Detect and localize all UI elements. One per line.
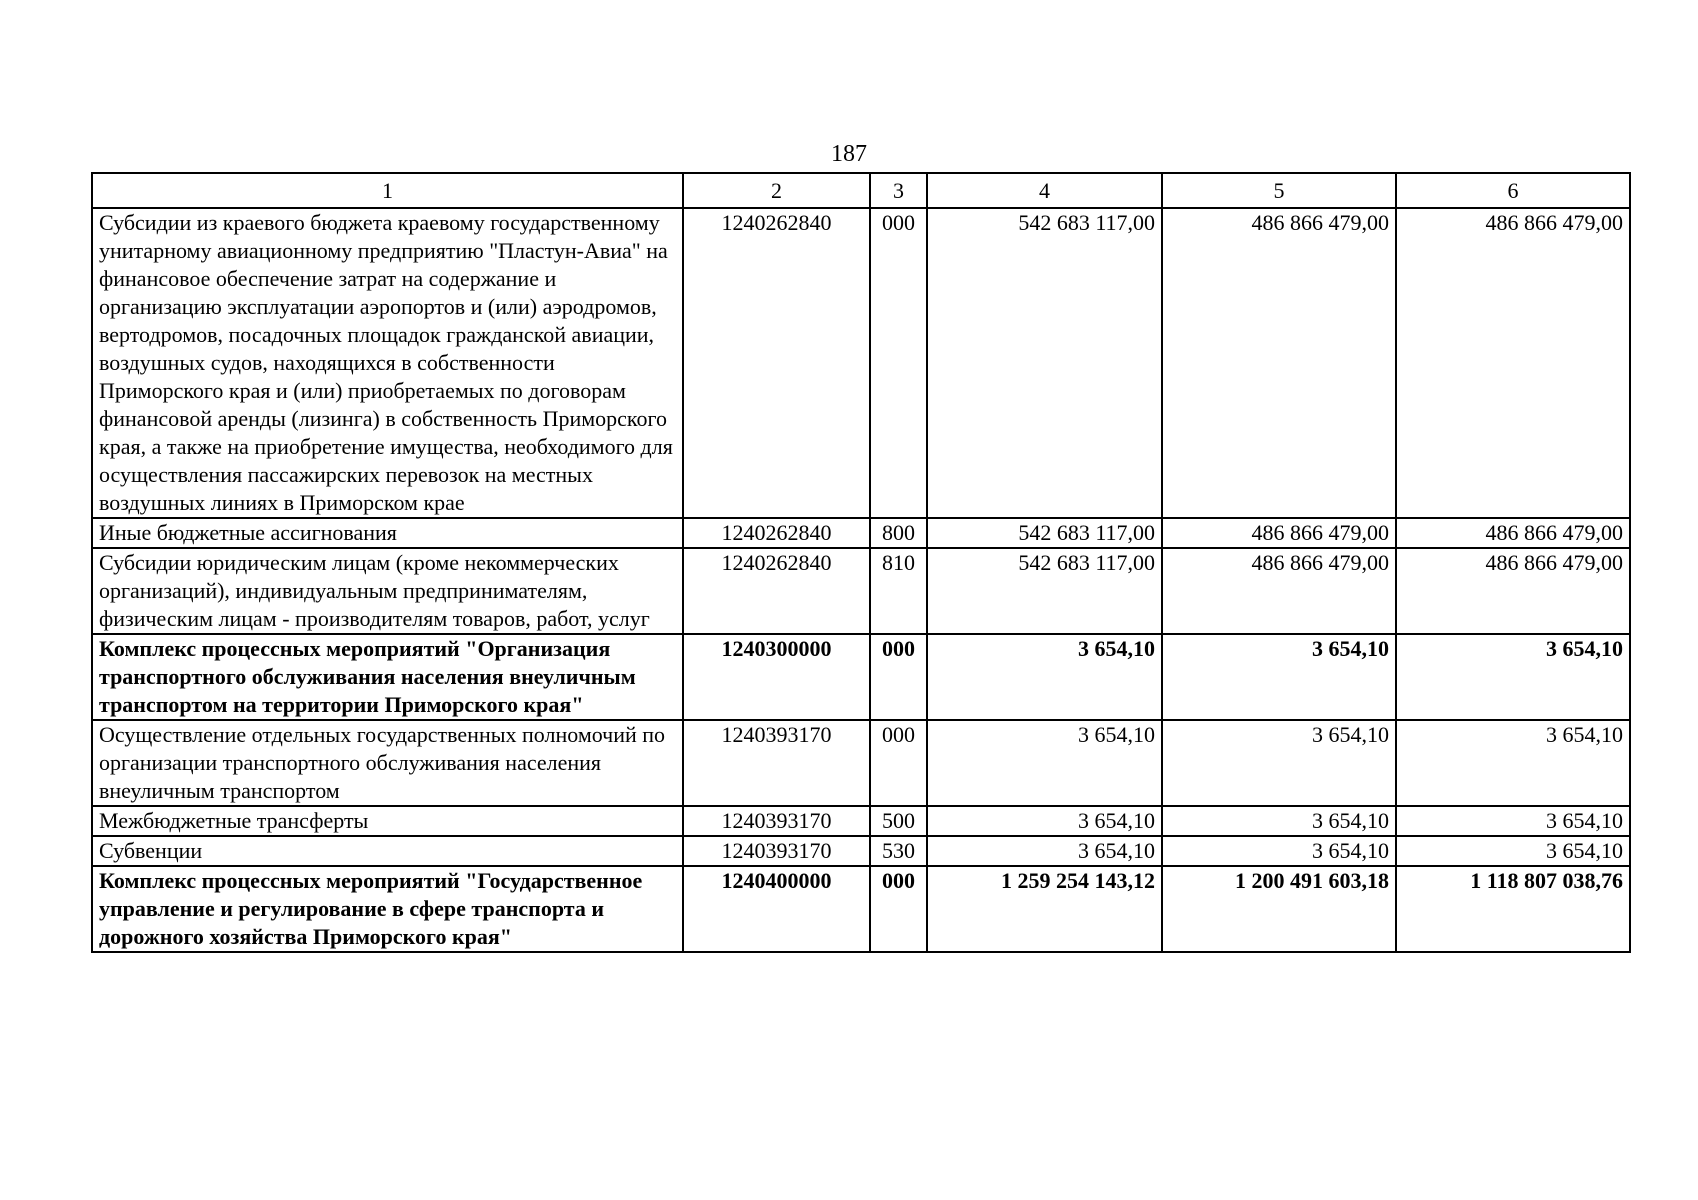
row-code: 1240393170	[683, 806, 870, 836]
header-col-6: 6	[1396, 173, 1630, 208]
row-name: Иные бюджетные ассигнования	[92, 518, 683, 548]
row-value-6: 3 654,10	[1396, 806, 1630, 836]
row-value-5: 3 654,10	[1162, 806, 1396, 836]
header-col-1: 1	[92, 173, 683, 208]
row-name: Субсидии из краевого бюджета краевому государственному унитарному авиационному предприятию "Пластун-Авиа" на финансовое обеспечение затрат на содержание и организацию эксплуатации аэропортов и (или) аэродромов, вертодромов, посадочных площадок гражданской авиации, воздушных судов, находящихся в собственности Приморского края и (или) приобретаемых по договорам финансовой аренды (лизинга) в собственность Приморского края, а также на приобретение имущества, необходимого для осуществления пассажирских перевозок на местных воздушных линиях в Приморском крае	[92, 208, 683, 518]
row-value-4: 542 683 117,00	[927, 548, 1162, 634]
row-value-4: 3 654,10	[927, 634, 1162, 720]
row-name: Субсидии юридическим лицам (кроме некоммерческих организаций), индивидуальным предпринимателям, физическим лицам - производителям товаров, работ, услуг	[92, 548, 683, 634]
row-value-6: 3 654,10	[1396, 720, 1630, 806]
row-value-5: 1 200 491 603,18	[1162, 866, 1396, 952]
header-row	[92, 173, 1630, 208]
row-value-5: 486 866 479,00	[1162, 518, 1396, 548]
row-name: Комплекс процессных мероприятий "Организация транспортного обслуживания населения внеуличным транспортом на территории Приморского края"	[92, 634, 683, 720]
row-kind: 000	[870, 208, 927, 518]
table-row	[92, 806, 1630, 836]
table-row	[92, 518, 1630, 548]
row-value-4: 1 259 254 143,12	[927, 866, 1162, 952]
page-number: 187	[831, 141, 867, 167]
row-name: Субвенции	[92, 836, 683, 866]
header-col-2: 2	[683, 173, 870, 208]
row-value-6: 486 866 479,00	[1396, 518, 1630, 548]
row-kind: 800	[870, 518, 927, 548]
row-value-6: 486 866 479,00	[1396, 548, 1630, 634]
row-value-5: 486 866 479,00	[1162, 548, 1396, 634]
row-code: 1240400000	[683, 866, 870, 952]
row-value-5: 3 654,10	[1162, 836, 1396, 866]
table-row	[92, 866, 1630, 952]
row-value-5: 486 866 479,00	[1162, 208, 1396, 518]
row-value-6: 3 654,10	[1396, 836, 1630, 866]
row-code: 1240393170	[683, 720, 870, 806]
row-code: 1240300000	[683, 634, 870, 720]
table-row	[92, 548, 1630, 634]
row-name: Межбюджетные трансферты	[92, 806, 683, 836]
row-value-4: 3 654,10	[927, 720, 1162, 806]
table-row	[92, 208, 1630, 518]
row-kind: 000	[870, 866, 927, 952]
table-row	[92, 634, 1630, 720]
row-kind: 530	[870, 836, 927, 866]
row-value-4: 3 654,10	[927, 836, 1162, 866]
row-code: 1240262840	[683, 518, 870, 548]
row-code: 1240262840	[683, 548, 870, 634]
row-code: 1240262840	[683, 208, 870, 518]
row-value-4: 542 683 117,00	[927, 208, 1162, 518]
row-name: Комплекс процессных мероприятий "Государственное управление и регулирование в сфере транспорта и дорожного хозяйства Приморского края"	[92, 866, 683, 952]
row-value-5: 3 654,10	[1162, 634, 1396, 720]
row-value-4: 542 683 117,00	[927, 518, 1162, 548]
row-value-6: 1 118 807 038,76	[1396, 866, 1630, 952]
row-kind: 500	[870, 806, 927, 836]
row-value-5: 3 654,10	[1162, 720, 1396, 806]
row-kind: 810	[870, 548, 927, 634]
budget-table	[91, 172, 1631, 953]
row-value-6: 3 654,10	[1396, 634, 1630, 720]
header-col-3: 3	[870, 173, 927, 208]
header-col-5: 5	[1162, 173, 1396, 208]
row-code: 1240393170	[683, 836, 870, 866]
row-value-6: 486 866 479,00	[1396, 208, 1630, 518]
row-kind: 000	[870, 720, 927, 806]
table-row	[92, 836, 1630, 866]
row-kind: 000	[870, 634, 927, 720]
header-col-4: 4	[927, 173, 1162, 208]
row-name: Осуществление отдельных государственных полномочий по организации транспортного обслуживания населения внеуличным транспортом	[92, 720, 683, 806]
row-value-4: 3 654,10	[927, 806, 1162, 836]
table-row	[92, 720, 1630, 806]
